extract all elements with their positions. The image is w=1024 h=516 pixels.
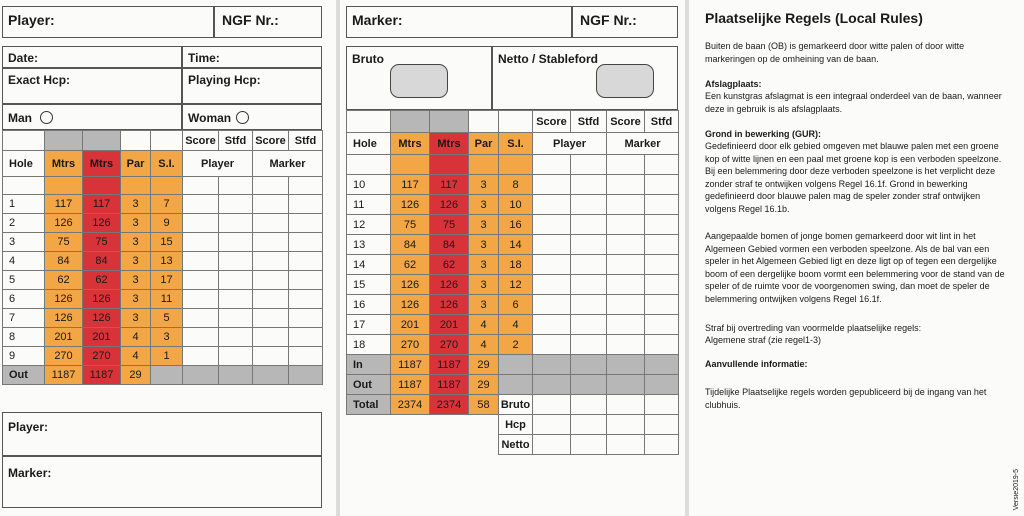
player-signature-label: Player:	[8, 420, 49, 434]
mtrs-header: Mtrs	[45, 151, 83, 177]
score-input[interactable]	[183, 290, 219, 309]
stfd-input[interactable]	[571, 415, 607, 435]
score-input[interactable]	[533, 175, 571, 195]
out-label: Out	[3, 366, 45, 385]
ngf-label: NGF Nr.:	[222, 12, 279, 28]
stfd-input[interactable]	[219, 347, 253, 366]
score-input[interactable]	[533, 395, 571, 415]
mtrs-cell: 75	[430, 215, 469, 235]
score-input[interactable]	[183, 347, 219, 366]
stfd-input[interactable]	[571, 435, 607, 455]
score-input[interactable]	[607, 275, 645, 295]
woman-radio[interactable]	[236, 111, 249, 124]
stfd-input[interactable]	[289, 290, 323, 309]
score-input[interactable]	[533, 415, 571, 435]
table-row	[347, 275, 679, 295]
hole-cell: 6	[3, 290, 45, 309]
mtrs-header: Mtrs	[83, 151, 121, 177]
rules-afslag-heading: Afslagplaats:	[705, 79, 762, 89]
score-input[interactable]	[607, 335, 645, 355]
table-row	[347, 215, 679, 235]
score-input[interactable]	[183, 195, 219, 214]
par-cell: 4	[121, 347, 151, 366]
stfd-input[interactable]	[571, 195, 607, 215]
stfd-input[interactable]	[571, 375, 607, 395]
si-header: S.I.	[151, 151, 183, 177]
si-cell: 17	[151, 271, 183, 290]
bruto-label: Bruto	[352, 52, 384, 66]
mtrs-cell: 126	[83, 214, 121, 233]
par-cell: 3	[469, 195, 499, 215]
stfd-input[interactable]	[571, 275, 607, 295]
mtrs-cell: 126	[430, 295, 469, 315]
stfd-input[interactable]	[219, 214, 253, 233]
score-input[interactable]	[607, 175, 645, 195]
score-input[interactable]	[533, 375, 571, 395]
netto-row	[347, 435, 679, 455]
stfd-input[interactable]	[219, 195, 253, 214]
mtrs-cell: 270	[430, 335, 469, 355]
mtrs-header: Mtrs	[391, 133, 430, 155]
marker-signature-label: Marker:	[8, 466, 52, 480]
table-row	[3, 347, 323, 366]
man-label: Man	[8, 111, 32, 125]
hole-cell: 14	[347, 255, 391, 275]
stfd-input[interactable]	[289, 309, 323, 328]
si-header: S.I.	[499, 133, 533, 155]
si-cell: 9	[151, 214, 183, 233]
hole-cell: 16	[347, 295, 391, 315]
stfd-input[interactable]	[571, 255, 607, 275]
par-header: Par	[121, 151, 151, 177]
out-row	[3, 366, 323, 385]
score-input[interactable]	[533, 435, 571, 455]
stfd-input[interactable]	[645, 295, 679, 315]
netto-row-label: Netto	[499, 435, 533, 455]
table-row	[3, 233, 323, 252]
hole-cell: 9	[3, 347, 45, 366]
bruto-total-box[interactable]	[390, 64, 448, 98]
score-input[interactable]	[183, 214, 219, 233]
rules-title: Plaatselijke Regels (Local Rules)	[705, 10, 923, 26]
score-input[interactable]	[253, 195, 289, 214]
par-cell: 4	[469, 335, 499, 355]
par-cell: 3	[121, 252, 151, 271]
score-input[interactable]	[533, 315, 571, 335]
table-row	[347, 335, 679, 355]
par-cell: 3	[469, 215, 499, 235]
rules-gur-text: Gedefinieerd door elk gebied omgeven met blauwe palen met een groene kop of witte lijnen en een paal met groene kop is een verboden speelzone. Bij een belemmering door deze verboden speelzone is het verplicht deze zonder straf te ontwijken volgens Regel 16.1f. Grond in bewerking gedefinieerd door blauwe palen mag de speler zonder straf ontwijken volgens Regel 16.1b.	[705, 141, 1002, 214]
netto-label: Netto / Stableford	[498, 52, 599, 66]
score-header: Score	[253, 131, 289, 151]
score-input[interactable]	[607, 215, 645, 235]
stfd-input[interactable]	[645, 195, 679, 215]
mtrs-cell: 126	[83, 290, 121, 309]
total-row	[347, 395, 679, 415]
score-input[interactable]	[533, 255, 571, 275]
hole-cell: 8	[3, 328, 45, 347]
mtrs-cell: 84	[430, 235, 469, 255]
marker-label: Marker:	[352, 12, 403, 28]
table-row	[3, 309, 323, 328]
score-input[interactable]	[253, 233, 289, 252]
hole-cell: 10	[347, 175, 391, 195]
stfd-input[interactable]	[571, 355, 607, 375]
score-input[interactable]	[253, 214, 289, 233]
table-row	[347, 255, 679, 275]
par-cell: 3	[121, 309, 151, 328]
score-input[interactable]	[253, 290, 289, 309]
hole-header: Hole	[347, 133, 391, 155]
hole-cell: 5	[3, 271, 45, 290]
hole-header: Hole	[3, 151, 45, 177]
stfd-input[interactable]	[645, 395, 679, 415]
rules-penalty-detail: Algemene straf (zie regel1-3)	[705, 335, 822, 345]
stfd-input[interactable]	[571, 315, 607, 335]
score-input[interactable]	[607, 395, 645, 415]
hole-cell: 3	[3, 233, 45, 252]
out-row	[347, 375, 679, 395]
hole-cell: 18	[347, 335, 391, 355]
stfd-header: Stfd	[289, 131, 323, 151]
mtrs-cell: 84	[391, 235, 430, 255]
mtrs-cell: 126	[391, 195, 430, 215]
out-mtrs: 1187	[391, 375, 430, 395]
time-label: Time:	[188, 51, 220, 65]
player-header: Player	[183, 151, 253, 177]
back-scorecard-panel	[340, 0, 685, 516]
par-cell: 3	[121, 271, 151, 290]
total-par: 58	[469, 395, 499, 415]
stfd-header: Stfd	[219, 131, 253, 151]
par-cell: 3	[469, 255, 499, 275]
player-label: Player:	[8, 12, 55, 28]
score-input[interactable]	[607, 435, 645, 455]
mtrs-cell: 270	[83, 347, 121, 366]
stfd-input[interactable]	[219, 309, 253, 328]
stfd-input[interactable]	[219, 233, 253, 252]
player-signature-field[interactable]	[2, 412, 322, 456]
score-input[interactable]	[183, 366, 219, 385]
in-row	[347, 355, 679, 375]
score-input[interactable]	[253, 271, 289, 290]
marker-signature-field[interactable]	[2, 456, 322, 508]
score-input[interactable]	[183, 309, 219, 328]
si-cell: 6	[499, 295, 533, 315]
date-label: Date:	[8, 51, 39, 65]
mtrs-cell: 62	[45, 271, 83, 290]
table-row	[3, 290, 323, 309]
total-bruto-label: Bruto	[499, 395, 533, 415]
stfd-input[interactable]	[571, 395, 607, 415]
hole-cell: 4	[3, 252, 45, 271]
mtrs-cell: 117	[83, 195, 121, 214]
score-input[interactable]	[533, 195, 571, 215]
stfd-input[interactable]	[571, 235, 607, 255]
score-input[interactable]	[183, 233, 219, 252]
out-par: 29	[469, 375, 499, 395]
in-label: In	[347, 355, 391, 375]
par-cell: 3	[121, 290, 151, 309]
table-row	[3, 328, 323, 347]
hcp-label: Hcp	[499, 415, 533, 435]
si-cell: 5	[151, 309, 183, 328]
woman-label: Woman	[188, 111, 232, 125]
table-row	[347, 295, 679, 315]
mtrs-cell: 126	[391, 275, 430, 295]
score-input[interactable]	[253, 252, 289, 271]
stfd-input[interactable]	[289, 271, 323, 290]
si-cell: 2	[499, 335, 533, 355]
par-cell: 3	[469, 235, 499, 255]
table-row	[347, 235, 679, 255]
stfd-input[interactable]	[219, 252, 253, 271]
hole-cell: 15	[347, 275, 391, 295]
in-mtrs: 1187	[430, 355, 469, 375]
table-row	[3, 271, 323, 290]
par-cell: 3	[469, 295, 499, 315]
table-row	[3, 214, 323, 233]
out-mtrs: 1187	[83, 366, 121, 385]
score-input[interactable]	[533, 275, 571, 295]
mtrs-cell: 62	[83, 271, 121, 290]
marker-header: Marker	[253, 151, 323, 177]
score-input[interactable]	[607, 355, 645, 375]
out-mtrs: 1187	[45, 366, 83, 385]
si-cell: 18	[499, 255, 533, 275]
stfd-input[interactable]	[219, 328, 253, 347]
out-label: Out	[347, 375, 391, 395]
stfd-input[interactable]	[645, 255, 679, 275]
total-label: Total	[347, 395, 391, 415]
marker-header: Marker	[607, 133, 679, 155]
mtrs-cell: 75	[45, 233, 83, 252]
mtrs-cell: 126	[430, 275, 469, 295]
mtrs-cell: 75	[391, 215, 430, 235]
mtrs-cell: 201	[391, 315, 430, 335]
stfd-input[interactable]	[289, 252, 323, 271]
mtrs-cell: 75	[83, 233, 121, 252]
table-row	[347, 315, 679, 335]
stfd-header: Stfd	[571, 111, 607, 133]
si-cell: 12	[499, 275, 533, 295]
mtrs-cell: 126	[45, 214, 83, 233]
score-input[interactable]	[607, 295, 645, 315]
stfd-input[interactable]	[289, 214, 323, 233]
mtrs-cell: 126	[45, 290, 83, 309]
front-nine-table	[2, 130, 323, 385]
si-cell: 13	[151, 252, 183, 271]
stfd-input[interactable]	[571, 335, 607, 355]
stfd-input[interactable]	[289, 328, 323, 347]
stfd-input[interactable]	[645, 235, 679, 255]
si-cell: 11	[151, 290, 183, 309]
score-input[interactable]	[253, 309, 289, 328]
front-scorecard-panel	[0, 0, 336, 516]
rules-penalty-text: Straf bij overtreding van voormelde plaatselijke regels:	[705, 323, 922, 333]
rules-gur-heading: Grond in bewerking (GUR):	[705, 129, 821, 139]
ngf-label: NGF Nr.:	[580, 12, 637, 28]
out-par: 29	[121, 366, 151, 385]
mtrs-cell: 84	[45, 252, 83, 271]
mtrs-cell: 126	[83, 309, 121, 328]
stfd-input[interactable]	[219, 290, 253, 309]
playing-hcp-label: Playing Hcp:	[188, 73, 261, 87]
mtrs-cell: 62	[391, 255, 430, 275]
par-cell: 4	[121, 328, 151, 347]
par-cell: 3	[121, 233, 151, 252]
score-input[interactable]	[607, 235, 645, 255]
score-input[interactable]	[533, 215, 571, 235]
si-cell: 16	[499, 215, 533, 235]
mtrs-cell: 126	[45, 309, 83, 328]
stfd-input[interactable]	[645, 175, 679, 195]
score-header: Score	[183, 131, 219, 151]
hole-cell: 11	[347, 195, 391, 215]
si-cell: 8	[499, 175, 533, 195]
hole-cell: 2	[3, 214, 45, 233]
stfd-input[interactable]	[645, 415, 679, 435]
score-input[interactable]	[607, 375, 645, 395]
par-header: Par	[469, 133, 499, 155]
hcp-row	[347, 415, 679, 435]
score-input[interactable]	[533, 235, 571, 255]
mtrs-cell: 201	[430, 315, 469, 335]
hole-cell: 13	[347, 235, 391, 255]
man-radio[interactable]	[40, 111, 53, 124]
score-input[interactable]	[533, 295, 571, 315]
score-input[interactable]	[533, 355, 571, 375]
hole-cell: 17	[347, 315, 391, 335]
netto-total-box[interactable]	[596, 64, 654, 98]
par-cell: 3	[121, 195, 151, 214]
mtrs-header: Mtrs	[430, 133, 469, 155]
stfd-input[interactable]	[289, 347, 323, 366]
mtrs-cell: 270	[45, 347, 83, 366]
table-row	[3, 252, 323, 271]
stfd-input[interactable]	[289, 195, 323, 214]
in-mtrs: 1187	[391, 355, 430, 375]
back-nine-table	[346, 110, 679, 455]
mtrs-cell: 126	[391, 295, 430, 315]
stfd-input[interactable]	[219, 271, 253, 290]
score-input[interactable]	[607, 415, 645, 435]
stfd-header: Stfd	[645, 111, 679, 133]
rules-afslag-text: Een kunstgras afslagmat is een integraal onderdeel van de baan, wanneer deze in gebruik is als afslagplaats.	[705, 91, 1002, 114]
score-input[interactable]	[533, 335, 571, 355]
rules-trees-text: Aangepaalde bomen of jonge bomen gemarkeerd door wit lint in het Algemeen Gebied vormen een verboden speelzone. Als de bal van een speler in het Algemeen Gebied ligt en deze ligt op of tegen een dergelijke boom of een dergelijke boom vormt een belemmering voor de stand van de speler of de ruimte voor de voorgenomen swing, dan moet de speler de belemmering ontwijken volgens Regel 16.1f.	[705, 231, 1005, 304]
version-label: Versie2019-5	[1013, 468, 1020, 510]
si-cell: 14	[499, 235, 533, 255]
score-input[interactable]	[607, 195, 645, 215]
score-input[interactable]	[253, 347, 289, 366]
si-cell: 3	[151, 328, 183, 347]
score-input[interactable]	[183, 252, 219, 271]
si-cell: 10	[499, 195, 533, 215]
stfd-input[interactable]	[645, 435, 679, 455]
mtrs-cell: 201	[83, 328, 121, 347]
stfd-input[interactable]	[645, 315, 679, 335]
table-row	[347, 195, 679, 215]
rules-extra-text: Tijdelijke Plaatselijke regels worden gepubliceerd bij de ingang van het clubhuis.	[705, 387, 987, 410]
score-input[interactable]	[253, 328, 289, 347]
hole-cell: 1	[3, 195, 45, 214]
mtrs-cell: 270	[391, 335, 430, 355]
total-mtrs: 2374	[391, 395, 430, 415]
table-row	[347, 175, 679, 195]
local-rules-panel	[689, 0, 1024, 516]
score-input[interactable]	[607, 255, 645, 275]
mtrs-cell: 84	[83, 252, 121, 271]
mtrs-cell: 126	[430, 195, 469, 215]
table-row	[3, 195, 323, 214]
exact-hcp-label: Exact Hcp:	[8, 73, 71, 87]
stfd-input[interactable]	[645, 375, 679, 395]
stfd-input[interactable]	[289, 366, 323, 385]
score-input[interactable]	[183, 271, 219, 290]
mtrs-cell: 62	[430, 255, 469, 275]
score-input[interactable]	[607, 315, 645, 335]
stfd-input[interactable]	[571, 295, 607, 315]
total-mtrs: 2374	[430, 395, 469, 415]
par-cell: 3	[469, 275, 499, 295]
hole-cell: 12	[347, 215, 391, 235]
stfd-input[interactable]	[645, 335, 679, 355]
stfd-input[interactable]	[645, 275, 679, 295]
in-par: 29	[469, 355, 499, 375]
si-cell: 7	[151, 195, 183, 214]
stfd-input[interactable]	[289, 233, 323, 252]
score-input[interactable]	[183, 328, 219, 347]
stfd-input[interactable]	[645, 215, 679, 235]
mtrs-cell: 201	[45, 328, 83, 347]
par-cell: 3	[469, 175, 499, 195]
rules-extra-heading: Aanvullende informatie:	[705, 359, 808, 369]
score-input[interactable]	[253, 366, 289, 385]
stfd-input[interactable]	[571, 215, 607, 235]
score-header: Score	[607, 111, 645, 133]
rules-ob-text: Buiten de baan (OB) is gemarkeerd door witte palen of door witte markeringen op de omheining van de baan.	[705, 41, 965, 64]
stfd-input[interactable]	[571, 175, 607, 195]
player-header: Player	[533, 133, 607, 155]
score-header: Score	[533, 111, 571, 133]
mtrs-cell: 117	[430, 175, 469, 195]
mtrs-cell: 117	[45, 195, 83, 214]
out-mtrs: 1187	[430, 375, 469, 395]
si-cell: 4	[499, 315, 533, 335]
par-cell: 4	[469, 315, 499, 335]
mtrs-cell: 117	[391, 175, 430, 195]
stfd-input[interactable]	[219, 366, 253, 385]
stfd-input[interactable]	[645, 355, 679, 375]
si-cell: 1	[151, 347, 183, 366]
hole-cell: 7	[3, 309, 45, 328]
si-cell: 15	[151, 233, 183, 252]
par-cell: 3	[121, 214, 151, 233]
